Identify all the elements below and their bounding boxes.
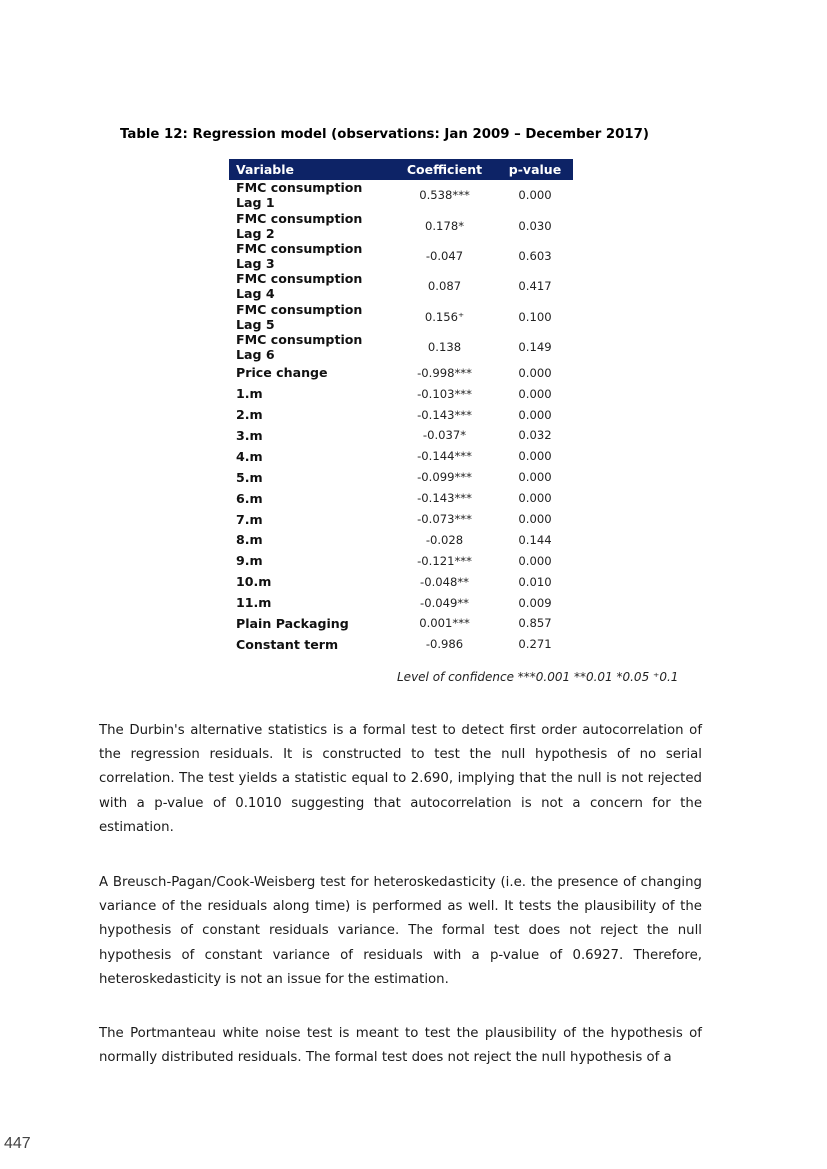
variable-name: 6.m (236, 490, 263, 506)
p-value-cell: 0.603 (518, 248, 552, 263)
variable-name: FMC consumption (236, 301, 363, 317)
confidence-note: Level of confidence ***0.001 **0.01 *0.05 ⁺0.1 (397, 670, 679, 684)
variable-name: 5.m (236, 469, 263, 485)
variable-lag: Lag 5 (236, 316, 275, 332)
table-row (229, 425, 573, 446)
p-value-cell: 0.010 (518, 574, 552, 589)
coefficient-cell: -0.099*** (417, 470, 472, 485)
variable-name: Price change (236, 365, 328, 381)
variable-name: 10.m (236, 574, 272, 590)
coefficient-cell: -0.143*** (417, 491, 472, 506)
p-value-cell: 0.000 (518, 188, 552, 203)
variable-name: 3.m (236, 427, 263, 443)
table-row (229, 241, 573, 271)
variable-lag: Lag 4 (236, 286, 275, 302)
regression-table (229, 159, 573, 655)
coefficient-cell: -0.121*** (417, 553, 472, 568)
variable-cell (229, 550, 392, 571)
coefficient-cell: -0.144*** (417, 449, 472, 464)
table-row (229, 467, 573, 488)
coefficient-cell: 0.087 (427, 279, 462, 294)
variable-lag: Lag 1 (236, 195, 275, 211)
variable-cell (229, 271, 392, 301)
p-value-cell: 0.000 (518, 449, 552, 464)
header-variable: Variable (229, 159, 392, 180)
variable-cell (229, 210, 392, 240)
header-coefficient: Coefficient (392, 159, 497, 180)
variable-lag: Lag 3 (236, 255, 275, 271)
variable-name: 8.m (236, 532, 263, 548)
p-value-cell: 0.032 (518, 428, 552, 443)
coefficient-cell: -0.143*** (417, 407, 472, 422)
coefficient-cell: 0.138 (427, 340, 462, 355)
variable-name: 11.m (236, 595, 272, 611)
variable-name: 9.m (236, 553, 263, 569)
p-value-cell: 0.417 (518, 279, 552, 294)
coefficient-cell: -0.073*** (417, 512, 472, 527)
p-value-cell: 0.000 (518, 407, 552, 422)
variable-name: 4.m (236, 448, 263, 464)
variable-cell (229, 332, 392, 362)
variable-cell (229, 404, 392, 425)
variable-name: 1.m (236, 386, 263, 402)
variable-cell (229, 488, 392, 509)
coefficient-cell: 0.001*** (419, 616, 470, 631)
paragraph-breusch-pagan: A Breusch-Pagan/Cook-Weisberg test for heteroskedasticity (i.e. the presence of changing variance of the residuals along time) is performed as well. It tests the plausibility of the hypothesis of constant residuals variance. The formal test does not reject the null hypothesis of constant variance of residuals with a p-value of 0.6927. Therefore, heteroskedasticity is not an issue for the estimation. (99, 875, 702, 987)
variable-cell (229, 509, 392, 530)
variable-cell (229, 362, 392, 383)
variable-name: FMC consumption (236, 332, 363, 348)
variable-name: 2.m (236, 407, 263, 423)
variable-name: Constant term (236, 636, 339, 652)
table-row (229, 302, 573, 332)
table-row (229, 571, 573, 592)
variable-cell (229, 302, 392, 332)
variable-cell (229, 446, 392, 467)
variable-cell (229, 571, 392, 592)
p-value-cell: 0.144 (518, 532, 552, 547)
variable-cell (229, 529, 392, 550)
coefficient-cell: -0.998*** (417, 365, 472, 380)
table-row (229, 488, 573, 509)
variable-name: 7.m (236, 511, 263, 527)
table-row (229, 509, 573, 530)
coefficient-cell: -0.028 (425, 532, 464, 547)
variable-cell (229, 383, 392, 404)
table-row (229, 613, 573, 634)
variable-lag: Lag 2 (236, 225, 275, 241)
coefficient-cell: -0.048** (420, 574, 469, 589)
p-value-cell: 0.271 (518, 637, 552, 652)
p-value-cell: 0.000 (518, 365, 552, 380)
variable-cell (229, 592, 392, 613)
coefficient-cell: -0.047 (425, 248, 464, 263)
variable-cell (229, 241, 392, 271)
coefficient-cell: -0.037* (422, 428, 467, 443)
table-row (229, 592, 573, 613)
paragraph-portmanteau: The Portmanteau white noise test is meant to test the plausibility of the hypothesis of normally distributed residuals. The formal test does not reject the null hypothesis of a (99, 1026, 702, 1066)
page-number: 447 (4, 1135, 31, 1152)
p-value-cell: 0.000 (518, 386, 552, 401)
table-body (229, 180, 573, 655)
coefficient-cell: -0.986 (425, 637, 464, 652)
p-value-cell: 0.009 (518, 595, 552, 610)
p-value-cell: 0.000 (518, 491, 552, 506)
table-row (229, 446, 573, 467)
coefficient-cell: 0.156⁺ (424, 309, 465, 324)
coefficient-cell: 0.178* (425, 218, 464, 233)
variable-cell (229, 180, 392, 210)
table-row (229, 180, 573, 210)
table-row (229, 404, 573, 425)
table-row (229, 529, 573, 550)
variable-name: FMC consumption (236, 271, 363, 287)
table-title: Table 12: Regression model (observations: Jan 2009 – December 2017) (120, 127, 649, 142)
coefficient-cell: 0.538*** (419, 188, 470, 203)
p-value-cell: 0.000 (518, 512, 552, 527)
table-row (229, 634, 573, 655)
paragraph-durbin: The Durbin's alternative statistics is a formal test to detect first order autocorrelation of the regression residuals. It is constructed to test the null hypothesis of no serial correlation. The test yields a statistic equal to 2.690, implying that the null is not rejected with a p-value of 0.1010 suggesting that autocorrelation is not a concern for the estimation. (99, 723, 702, 835)
table-header-row (229, 159, 573, 180)
table-row (229, 332, 573, 362)
variable-cell (229, 634, 392, 655)
variable-cell (229, 425, 392, 446)
variable-name: FMC consumption (236, 240, 363, 256)
variable-name: Plain Packaging (236, 615, 349, 631)
coefficient-cell: -0.103*** (417, 386, 472, 401)
variable-cell (229, 467, 392, 488)
variable-name: FMC consumption (236, 210, 363, 226)
p-value-cell: 0.000 (518, 553, 552, 568)
table-row (229, 210, 573, 240)
variable-lag: Lag 6 (236, 347, 275, 363)
table-row (229, 362, 573, 383)
coefficient-cell: -0.049** (420, 595, 469, 610)
table-row (229, 383, 573, 404)
p-value-cell: 0.100 (518, 309, 552, 324)
table-row (229, 271, 573, 301)
p-value-cell: 0.000 (518, 470, 552, 485)
variable-cell (229, 613, 392, 634)
p-value-cell: 0.857 (518, 616, 552, 631)
variable-name: FMC consumption (236, 180, 363, 196)
p-value-cell: 0.149 (518, 340, 552, 355)
table-row (229, 550, 573, 571)
header-p-value: p-value (497, 159, 573, 180)
p-value-cell: 0.030 (518, 218, 552, 233)
